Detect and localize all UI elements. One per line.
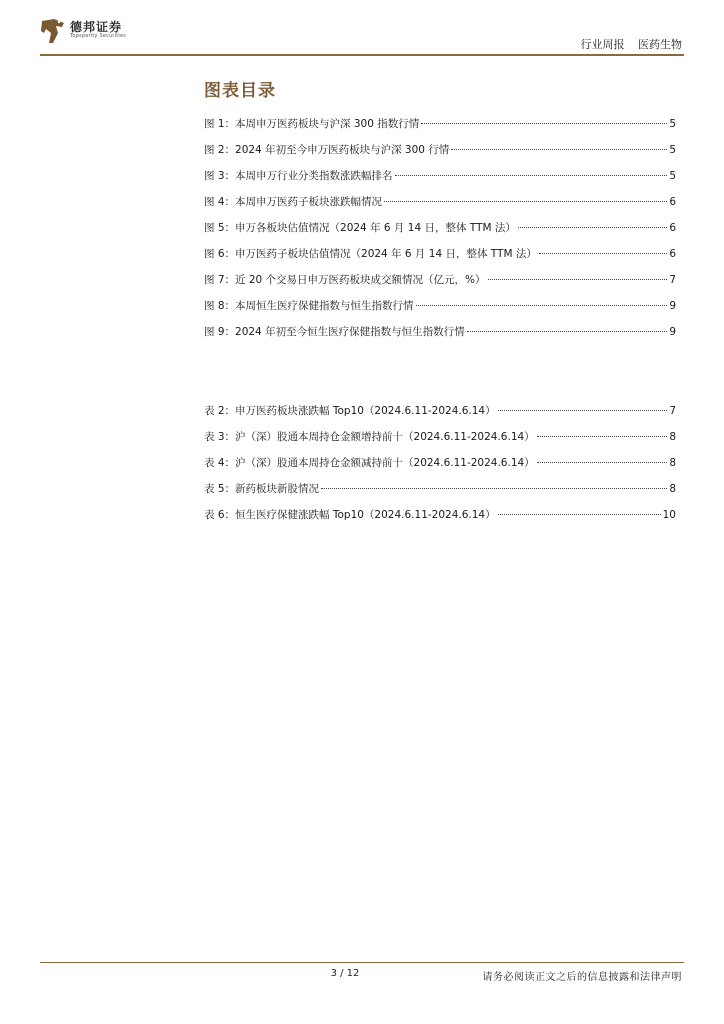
logo-english-name: Topsperity Securities <box>70 33 127 39</box>
toc-figure-entry-label: 图 4：本周申万医药子板块涨跌幅情况 <box>204 196 383 208</box>
toc-figure-entry-page: 6 <box>669 222 676 234</box>
toc-figure-entry-label: 图 5：申万各板块估值情况（2024 年 6 月 14 日，整体 TTM 法） <box>204 222 516 234</box>
toc-figure-entry-label: 图 2：2024 年初至今申万医药板块与沪深 300 行情 <box>204 144 450 156</box>
leader-dots <box>421 123 667 124</box>
leader-dots <box>451 149 667 150</box>
toc-table-entry-label: 表 3：沪（深）股通本周持仓金额增持前十（2024.6.11-2024.6.14） <box>204 431 535 443</box>
footer-divider <box>40 962 684 963</box>
toc-title: 图表目录 <box>204 81 276 101</box>
toc-table-entry[interactable] <box>204 507 676 533</box>
header-divider <box>40 54 684 56</box>
toc-figure-entry-label: 图 8：本周恒生医疗保健指数与恒生指数行情 <box>204 300 414 312</box>
toc-figure-entry-label: 图 7：近 20 个交易日申万医药板块成交额情况（亿元，%） <box>204 274 486 286</box>
toc-figure-entry-page: 6 <box>669 248 676 260</box>
table-list <box>204 403 676 533</box>
toc-table-entry-label: 表 6：恒生医疗保健涨跌幅 Top10（2024.6.11-2024.6.14） <box>204 509 496 521</box>
toc-table-entry-page: 8 <box>669 457 676 469</box>
leader-dots <box>488 279 668 280</box>
toc-figure-entry-page: 5 <box>669 144 676 156</box>
toc-figure-entry-page: 9 <box>669 300 676 312</box>
leader-dots <box>518 227 667 228</box>
toc-figure-entry-label: 图 3：本周申万行业分类指数涨跌幅排名 <box>204 170 393 182</box>
leader-dots <box>395 175 668 176</box>
toc-figure-entry[interactable] <box>204 142 676 168</box>
toc-figure-entry-label: 图 9：2024 年初至今恒生医疗保健指数与恒生指数行情 <box>204 326 465 338</box>
toc-table-entry[interactable] <box>204 455 676 481</box>
toc-figure-entry-page: 5 <box>669 118 676 130</box>
leader-dots <box>467 331 668 332</box>
logo-chinese-name: 德邦证券 <box>70 20 123 34</box>
disclaimer-text: 请务必阅读正文之后的信息披露和法律声明 <box>482 972 682 983</box>
leader-dots <box>537 436 668 437</box>
toc-table-entry-page: 7 <box>669 405 676 417</box>
toc-table-entry-label: 表 2：申万医药板块涨跌幅 Top10（2024.6.11-2024.6.14） <box>204 405 496 417</box>
sector-name: 医药生物 <box>638 38 682 51</box>
toc-figure-entry[interactable] <box>204 246 676 272</box>
leader-dots <box>321 488 667 489</box>
toc-figure-entry-label: 图 6：申万医药子板块估值情况（2024 年 6 月 14 日，整体 TTM 法） <box>204 248 537 260</box>
leader-dots <box>539 253 667 254</box>
header-category <box>571 36 683 52</box>
toc-table-entry-label: 表 5：新药板块新股情况 <box>204 483 320 495</box>
toc-table-entry[interactable] <box>204 481 676 507</box>
company-logo-icon <box>40 17 66 45</box>
report-type: 行业周报 <box>580 38 625 51</box>
leader-dots <box>498 514 661 515</box>
toc-table-entry[interactable] <box>204 403 676 429</box>
toc-figure-entry-label: 图 1：本周申万医药板块与沪深 300 指数行情 <box>204 118 420 130</box>
leader-dots <box>416 305 668 306</box>
toc-figure-entry[interactable] <box>204 220 676 246</box>
toc-figure-entry[interactable] <box>204 194 676 220</box>
toc-figure-entry[interactable] <box>204 272 676 298</box>
toc-table-entry[interactable] <box>204 429 676 455</box>
leader-dots <box>384 201 667 202</box>
toc-figure-entry[interactable] <box>204 168 676 194</box>
toc-table-entry-label: 表 4：沪（深）股通本周持仓金额减持前十（2024.6.11-2024.6.14） <box>204 457 535 469</box>
toc-figure-entry-page: 5 <box>669 170 676 182</box>
toc-figure-entry-page: 6 <box>669 196 676 208</box>
leader-dots <box>537 462 668 463</box>
toc-table-entry-page: 8 <box>669 431 676 443</box>
toc-figure-entry[interactable] <box>204 324 676 350</box>
page-header <box>0 0 724 60</box>
toc-figure-entry[interactable] <box>204 116 676 142</box>
toc-table-entry-page: 8 <box>669 483 676 495</box>
toc-figure-entry-page: 9 <box>669 326 676 338</box>
leader-dots <box>498 410 668 411</box>
page-number: 3 / 12 <box>330 968 360 979</box>
figure-list <box>204 116 676 350</box>
toc-figure-entry[interactable] <box>204 298 676 324</box>
toc-table-entry-page: 10 <box>662 509 676 521</box>
toc-figure-entry-page: 7 <box>669 274 676 286</box>
